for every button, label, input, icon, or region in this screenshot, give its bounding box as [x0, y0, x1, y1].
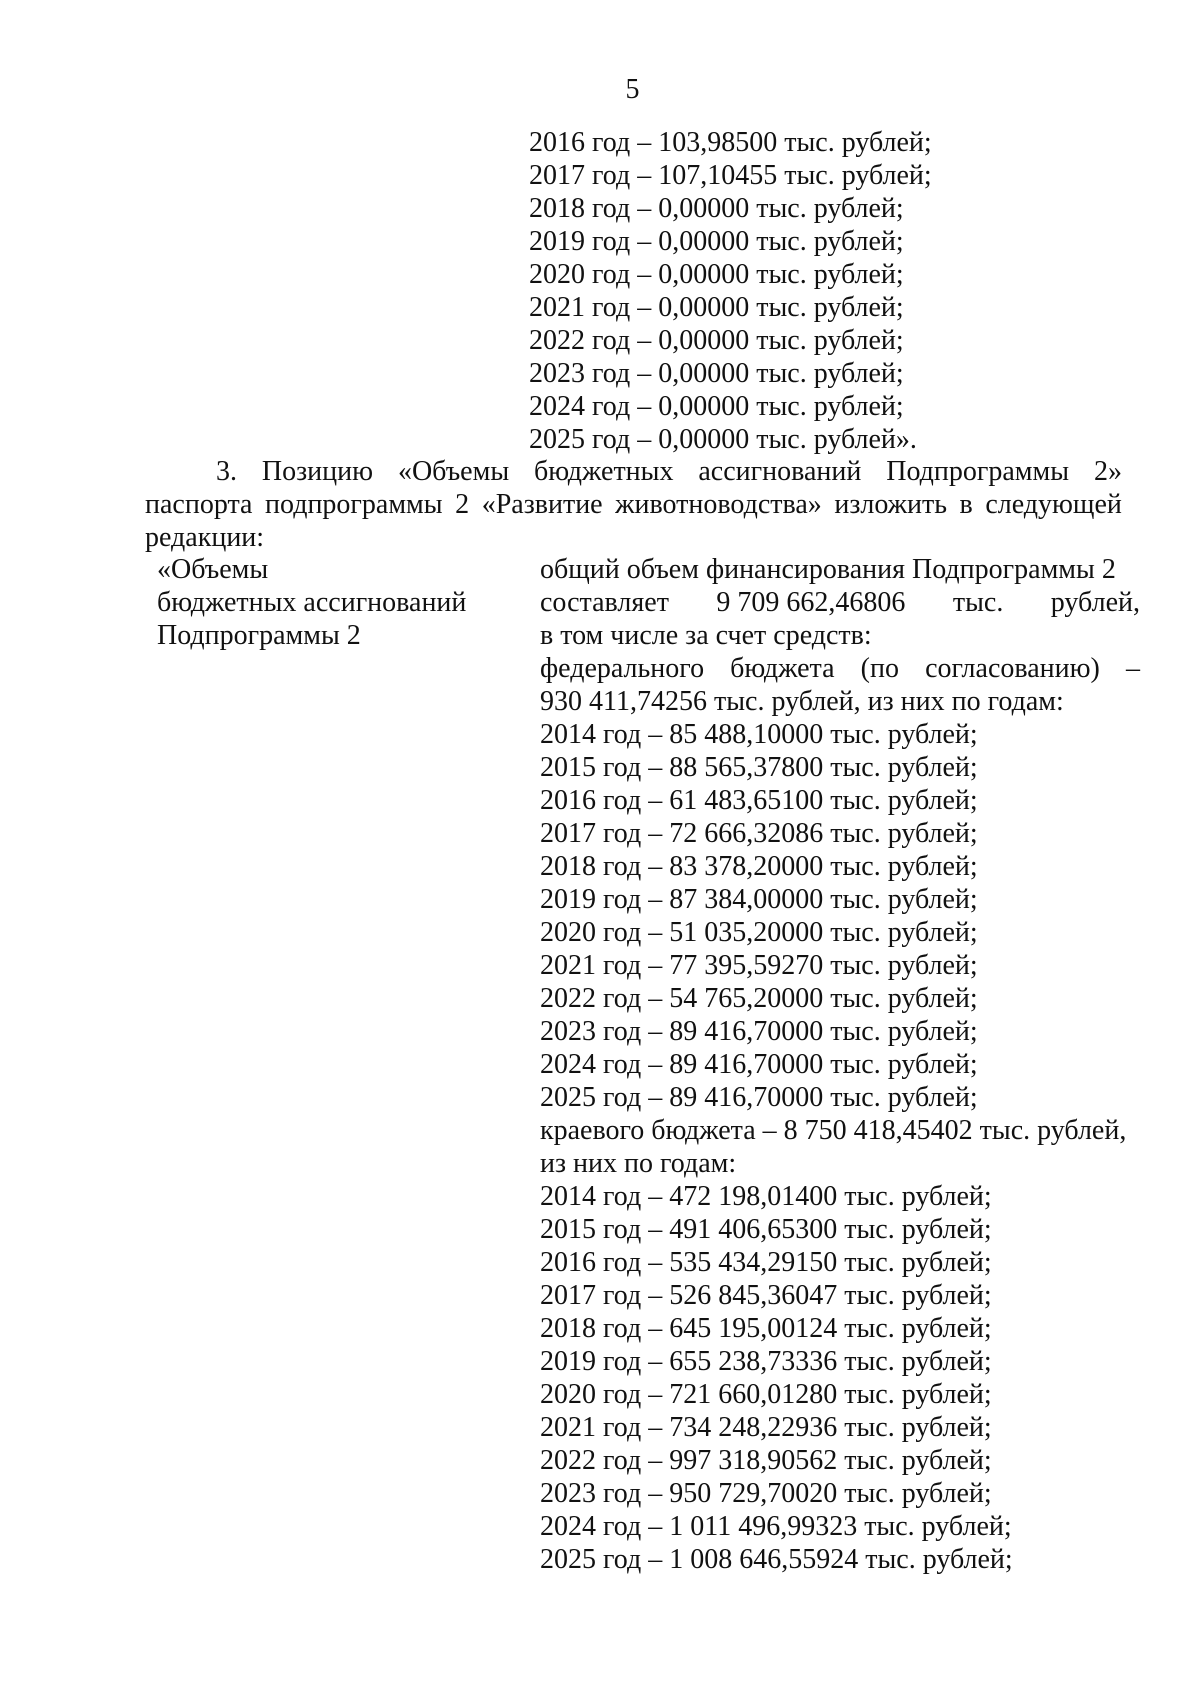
funding-year-line: 2017 год – 107,10455 тыс. рублей;: [529, 160, 932, 191]
federal-year-line: 2024 год – 89 416,70000 тыс. рублей;: [540, 1049, 978, 1080]
regional-year-line: 2014 год – 472 198,01400 тыс. рублей;: [540, 1181, 992, 1212]
federal-year-line: 2014 год – 85 488,10000 тыс. рублей;: [540, 719, 978, 750]
regional-year-line: 2018 год – 645 195,00124 тыс. рублей;: [540, 1313, 992, 1344]
word: изложить: [834, 489, 947, 520]
regional-line-1: краевого бюджета – 8 750 418,45402 тыс. рублей,: [540, 1115, 1127, 1146]
word: бюджетных: [534, 456, 674, 487]
federal-year-line: 2015 год – 88 565,37800 тыс. рублей;: [540, 752, 978, 783]
word: «Объемы: [397, 456, 510, 487]
table-right-cell: [540, 553, 1140, 1576]
left-cell-line: бюджетных ассигнований: [157, 587, 467, 618]
regional-year-line: 2021 год – 734 248,22936 тыс. рублей;: [540, 1412, 992, 1443]
page-number: 5: [625, 74, 640, 105]
item-3-line-3: редакции:: [145, 522, 265, 553]
item-3-paragraph: [145, 455, 1122, 554]
federal-line-2: 930 411,74256 тыс. рублей, из них по годам:: [540, 686, 1064, 717]
federal-year-line: 2021 год – 77 395,59270 тыс. рублей;: [540, 950, 978, 981]
word: в: [959, 489, 973, 520]
federal-year-line: 2022 год – 54 765,20000 тыс. рублей;: [540, 983, 978, 1014]
regional-year-line: 2023 год – 950 729,70020 тыс. рублей;: [540, 1478, 992, 1509]
federal-year-line: 2023 год – 89 416,70000 тыс. рублей;: [540, 1016, 978, 1047]
regional-year-line: 2025 год – 1 008 646,55924 тыс. рублей;: [540, 1544, 1013, 1575]
funding-year-line: 2020 год – 0,00000 тыс. рублей;: [529, 259, 904, 290]
left-cell-line: Подпрограммы 2: [157, 620, 361, 651]
regional-year-line: 2017 год – 526 845,36047 тыс. рублей;: [540, 1280, 992, 1311]
word: Подпрограммы: [886, 456, 1070, 487]
total-line-3: в том числе за счет средств:: [540, 620, 872, 651]
regional-years-list: [540, 1180, 1140, 1576]
federal-year-line: 2020 год – 51 035,20000 тыс. рублей;: [540, 917, 978, 948]
regional-year-line: 2020 год – 721 660,01280 тыс. рублей;: [540, 1379, 992, 1410]
word: рублей,: [1050, 587, 1140, 618]
word: 2: [455, 489, 470, 520]
funding-year-line: 2019 год – 0,00000 тыс. рублей;: [529, 226, 904, 257]
funding-year-line: 2025 год – 0,00000 тыс. рублей».: [529, 424, 917, 455]
word: животноводства»: [615, 489, 822, 520]
federal-year-line: 2018 год – 83 378,20000 тыс. рублей;: [540, 851, 978, 882]
total-line-2: [540, 586, 1140, 619]
regional-year-line: 2022 год – 997 318,90562 тыс. рублей;: [540, 1445, 992, 1476]
federal-year-line: 2025 год – 89 416,70000 тыс. рублей;: [540, 1082, 978, 1113]
word: федерального: [540, 653, 705, 684]
funding-year-line: 2022 год – 0,00000 тыс. рублей;: [529, 325, 904, 356]
funding-year-line: 2016 год – 103,98500 тыс. рублей;: [529, 127, 932, 158]
regional-year-line: 2016 год – 535 434,29150 тыс. рублей;: [540, 1247, 992, 1278]
federal-year-line: 2016 год – 61 483,65100 тыс. рублей;: [540, 785, 978, 816]
total-line-1: общий объем финансирования Подпрограммы 2: [540, 554, 1116, 585]
federal-year-line: 2019 год – 87 384,00000 тыс. рублей;: [540, 884, 978, 915]
word: тыс.: [952, 587, 1004, 618]
word: следующей: [985, 489, 1122, 520]
table-left-cell: [157, 553, 497, 652]
federal-year-line: 2017 год – 72 666,32086 тыс. рублей;: [540, 818, 978, 849]
funding-year-line: 2018 год – 0,00000 тыс. рублей;: [529, 193, 904, 224]
word: паспорта: [145, 489, 253, 520]
regional-year-line: 2019 год – 655 238,73336 тыс. рублей;: [540, 1346, 992, 1377]
funding-year-line: 2021 год – 0,00000 тыс. рублей;: [529, 292, 904, 323]
word: 2»: [1093, 456, 1122, 487]
word: Позицию: [261, 456, 374, 487]
word: (по: [860, 653, 899, 684]
regional-year-line: 2024 год – 1 011 496,99323 тыс. рублей;: [540, 1511, 1012, 1542]
funding-year-line: 2024 год – 0,00000 тыс. рублей;: [529, 391, 904, 422]
regional-line-2: из них по годам:: [540, 1148, 737, 1179]
item-3-line-1: [145, 455, 1122, 488]
word: согласованию): [925, 653, 1100, 684]
funding-year-line: 2023 год – 0,00000 тыс. рублей;: [529, 358, 904, 389]
word: бюджета: [730, 653, 835, 684]
regional-year-line: 2015 год – 491 406,65300 тыс. рублей;: [540, 1214, 992, 1245]
word: 3.: [216, 456, 237, 487]
top-funding-list: [529, 126, 932, 456]
total-amount: 9 709 662,46806: [716, 587, 906, 618]
item-3-line-2: [145, 488, 1122, 521]
federal-line-1: [540, 652, 1140, 685]
word: –: [1125, 653, 1140, 684]
word: составляет: [540, 587, 669, 618]
word: «Развитие: [481, 489, 603, 520]
left-cell-line: «Объемы: [157, 554, 269, 585]
word: подпрограммы: [265, 489, 443, 520]
federal-years-list: [540, 718, 1140, 1114]
word: ассигнований: [698, 456, 862, 487]
